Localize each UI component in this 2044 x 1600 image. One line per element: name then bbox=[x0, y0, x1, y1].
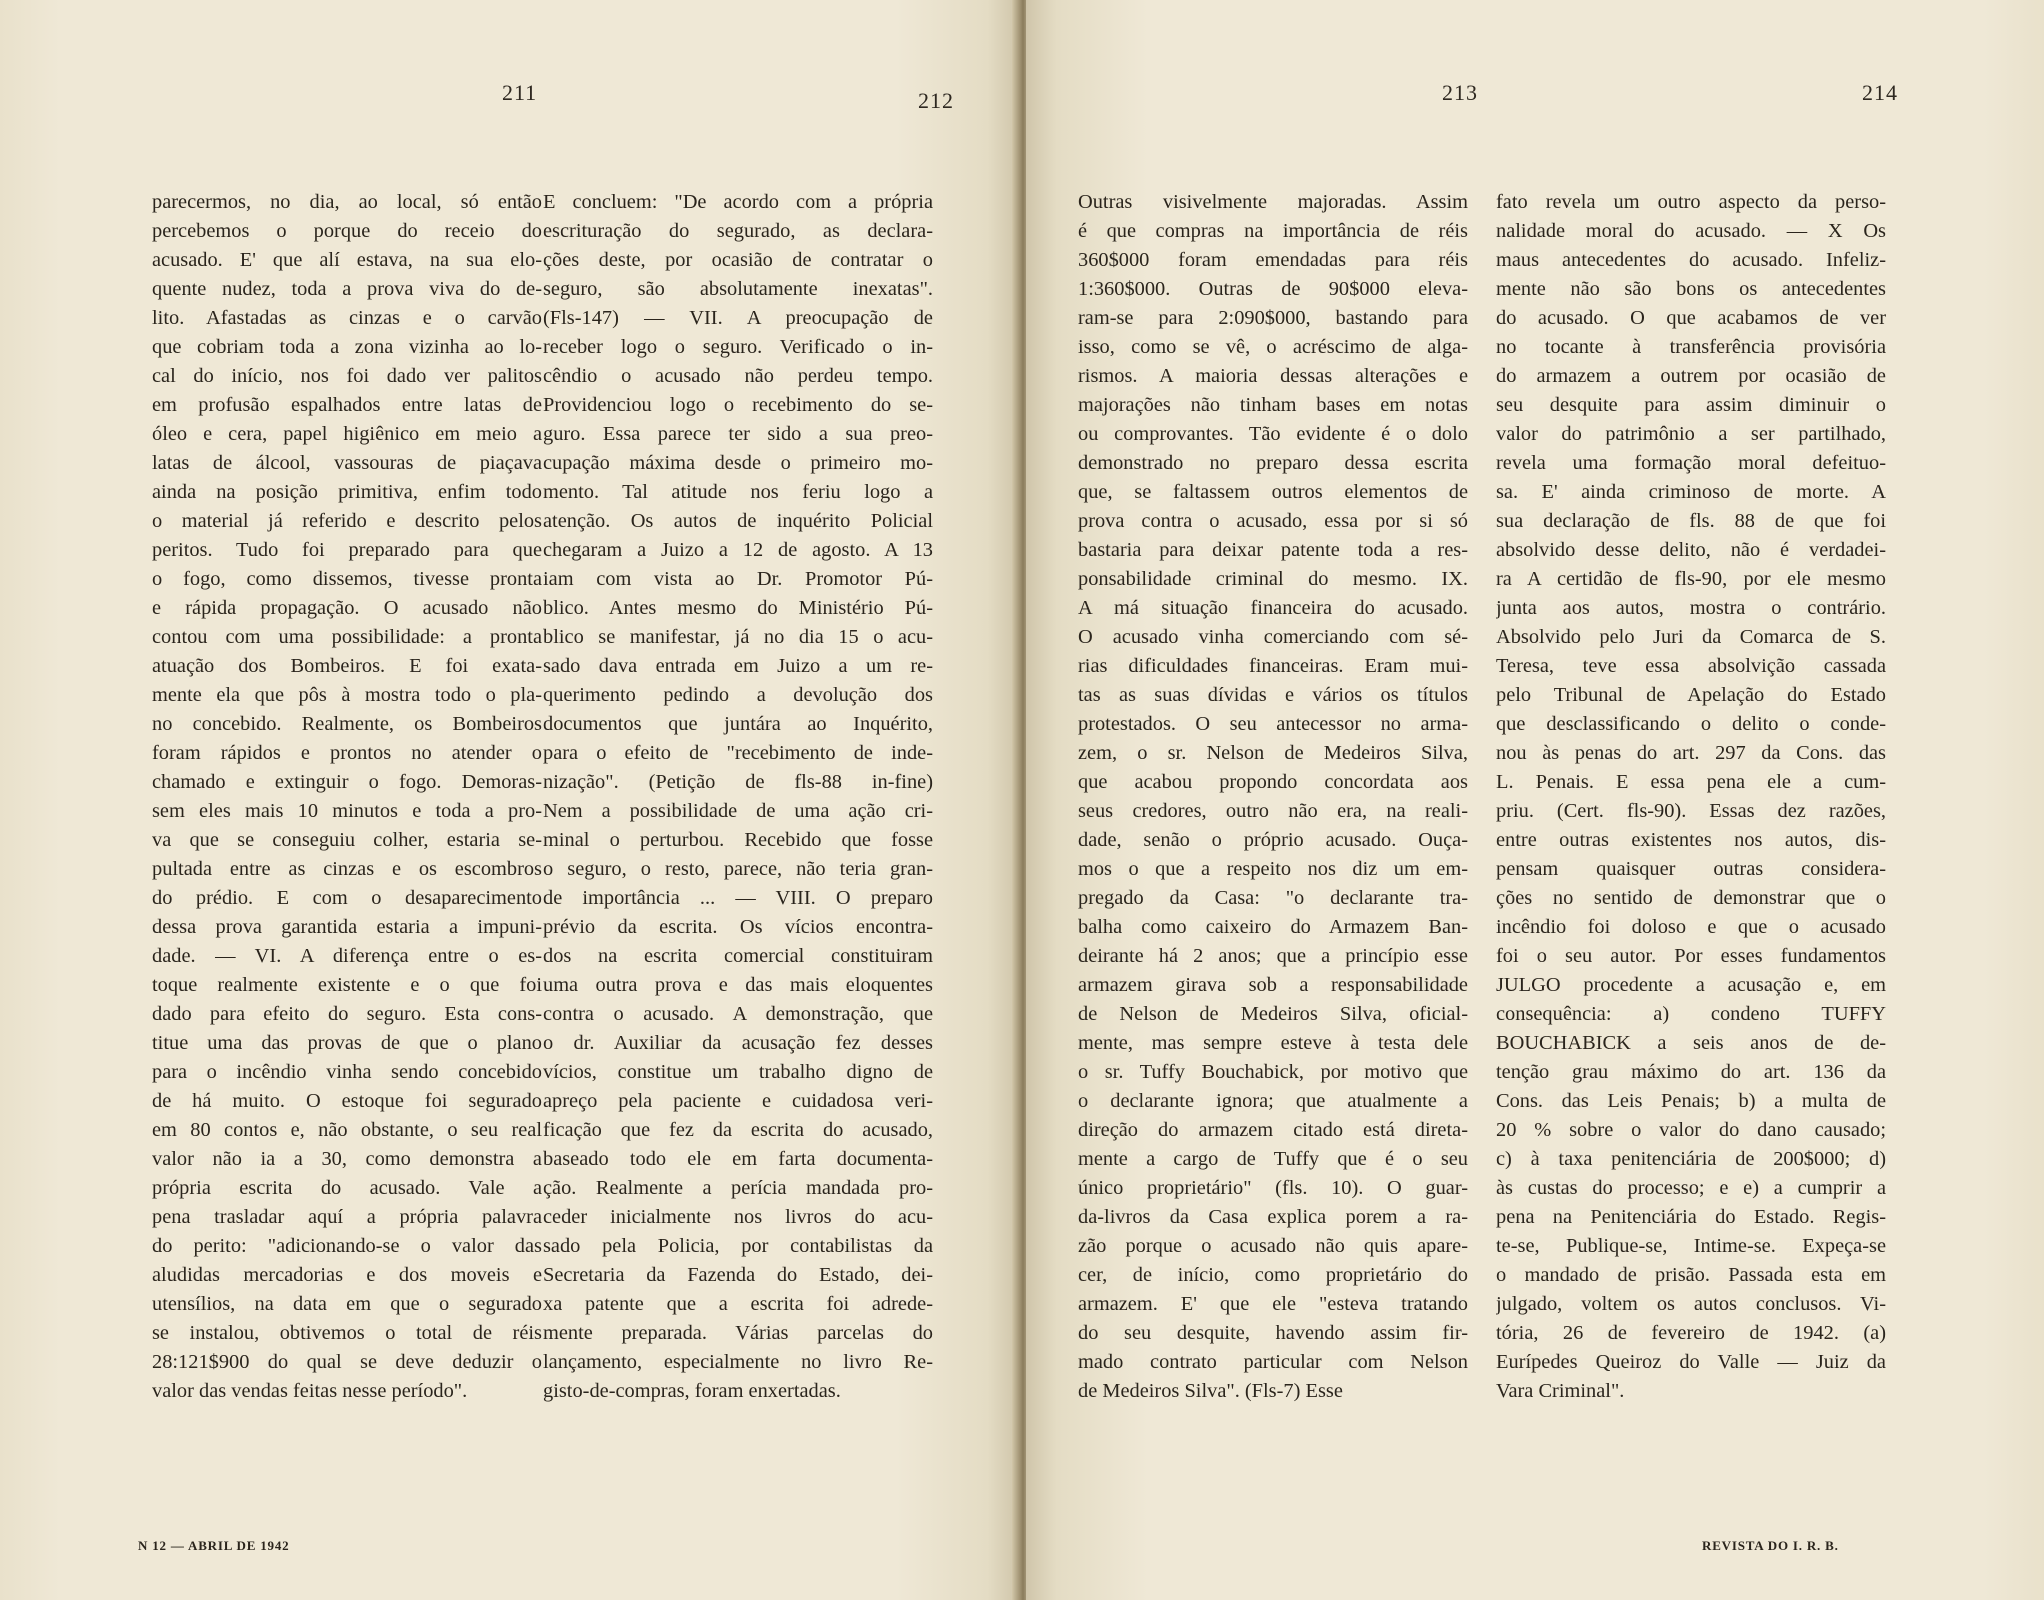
text-column-211 bbox=[152, 188, 542, 1406]
text-line: seus credores, outro não era, na reali- bbox=[1078, 800, 1468, 822]
text-line: lito. Afastadas as cinzas e o carvão bbox=[152, 307, 542, 329]
text-line: A má situação financeira do acusado. bbox=[1078, 597, 1468, 619]
text-line: mente não são bons os antecedentes bbox=[1496, 278, 1886, 300]
text-line: protestados. O seu antecessor no arma- bbox=[1078, 713, 1468, 735]
text-line: iam com vista ao Dr. Promotor Pú- bbox=[543, 568, 933, 590]
text-line: Cons. das Leis Penais; b) a multa de bbox=[1496, 1090, 1886, 1112]
text-line: às custas do processo; e e) a cumprir a bbox=[1496, 1177, 1886, 1199]
text-line: 1:360$000. Outras de 90$000 eleva- bbox=[1078, 278, 1468, 300]
text-line: atuação dos Bombeiros. E foi exata- bbox=[152, 655, 542, 677]
text-line: para o efeito de "recebimento de inde- bbox=[543, 742, 933, 764]
text-line: tória, 26 de fevereiro de 1942. (a) bbox=[1496, 1322, 1886, 1344]
text-line: tas as suas dívidas e vários os títulos bbox=[1078, 684, 1468, 706]
text-line: cêndio o acusado não perdeu tempo. bbox=[543, 365, 933, 387]
text-line: seguro, são absolutamente inexatas". bbox=[543, 278, 933, 300]
text-line: baseado todo ele em farta documenta- bbox=[543, 1148, 933, 1170]
text-line: chamado e extinguir o fogo. Demoras- bbox=[152, 771, 542, 793]
text-line: nou às penas do art. 297 da Cons. das bbox=[1496, 742, 1886, 764]
text-line: utensílios, na data em que o segurado bbox=[152, 1293, 542, 1315]
text-line: Nem a possibilidade de uma ação cri- bbox=[543, 800, 933, 822]
text-line: gisto-de-compras, foram enxertadas. bbox=[543, 1380, 841, 1402]
text-line: bastaria para deixar patente toda a res- bbox=[1078, 539, 1468, 561]
text-line: dade, senão o próprio acusado. Ouça- bbox=[1078, 829, 1468, 851]
text-line: de há muito. O estoque foi segurado bbox=[152, 1090, 542, 1112]
text-line: seu desquite para assim diminuir o bbox=[1496, 394, 1886, 416]
text-line: parecermos, no dia, ao local, só então bbox=[152, 191, 542, 213]
text-line: sado pela Policia, por contabilistas da bbox=[543, 1235, 933, 1257]
text-line: incêndio foi doloso e que o acusado bbox=[1496, 916, 1886, 938]
text-line: que cobriam toda a zona vizinha ao lo- bbox=[152, 336, 542, 358]
text-line: o seguro, o resto, parece, não teria gran- bbox=[543, 858, 933, 880]
text-line: 360$000 foram emendadas para réis bbox=[1078, 249, 1468, 271]
text-line: Absolvido pelo Juri da Comarca de S. bbox=[1496, 626, 1886, 648]
text-line: ceder inicialmente nos livros do acu- bbox=[543, 1206, 933, 1228]
text-line: ainda na posição primitiva, enfim todo bbox=[152, 481, 542, 503]
text-line: valor não ia a 30, como demonstra a bbox=[152, 1148, 542, 1170]
text-line: prova contra o acusado, essa por si só bbox=[1078, 510, 1468, 532]
text-line: zão porque o acusado não quis apare- bbox=[1078, 1235, 1468, 1257]
text-line: mente preparada. Várias parcelas do bbox=[543, 1322, 933, 1344]
text-line: em 80 contos e, não obstante, o seu real bbox=[152, 1119, 542, 1141]
text-line: percebemos o porque do receio do bbox=[152, 220, 542, 242]
text-line: de Nelson de Medeiros Silva, oficial- bbox=[1078, 1003, 1468, 1025]
text-line: ou comprovantes. Tão evidente é o dolo bbox=[1078, 423, 1468, 445]
text-line: escrituração do segurado, as declara- bbox=[543, 220, 933, 242]
text-line: no concebido. Realmente, os Bombeiros bbox=[152, 713, 542, 735]
text-line: contou com uma possibilidade: a pronta bbox=[152, 626, 542, 648]
footer-journal: REVISTA DO I. R. B. bbox=[1702, 1538, 1839, 1553]
text-line: blico. Antes mesmo do Ministério Pú- bbox=[543, 597, 933, 619]
text-line: ções deste, por ocasião de contratar o bbox=[543, 249, 933, 271]
text-line: pensam quaisquer outras considera- bbox=[1496, 858, 1886, 880]
text-line: tenção grau máximo do art. 136 da bbox=[1496, 1061, 1886, 1083]
text-line: Eurípedes Queiroz do Valle — Juiz da bbox=[1496, 1351, 1886, 1373]
text-line: que, se faltassem outros elementos de bbox=[1078, 481, 1468, 503]
text-line: própria escrita do acusado. Vale a bbox=[152, 1177, 542, 1199]
text-line: ram-se para 2:090$000, bastando para bbox=[1078, 307, 1468, 329]
text-line: cer, de início, como proprietário do bbox=[1078, 1264, 1468, 1286]
text-line: uma outra prova e das mais eloquentes bbox=[543, 974, 933, 996]
text-line: do perito: "adicionando-se o valor das bbox=[152, 1235, 542, 1257]
text-line: te-se, Publique-se, Intime-se. Expeça-se bbox=[1496, 1235, 1886, 1257]
text-line: isso, como se vê, o acréscimo de alga- bbox=[1078, 336, 1468, 358]
text-line: peritos. Tudo foi preparado para que bbox=[152, 539, 542, 561]
text-line: do prédio. E com o desaparecimento bbox=[152, 887, 542, 909]
text-line: o dr. Auxiliar da acusação fez desses bbox=[543, 1032, 933, 1054]
text-line: no tocante à transferência provisória bbox=[1496, 336, 1886, 358]
page-number-212: 212 bbox=[918, 88, 954, 113]
text-line: Outras visivelmente majoradas. Assim bbox=[1078, 191, 1468, 213]
text-line: de importância ... — VIII. O preparo bbox=[543, 887, 933, 909]
text-line: foram rápidos e prontos no atender o bbox=[152, 742, 542, 764]
text-line: do armazem a outrem por ocasião de bbox=[1496, 365, 1886, 387]
text-line: mente ela que pôs à mostra todo o pla- bbox=[152, 684, 542, 706]
text-line: 20 % sobre o valor do dano causado; bbox=[1496, 1119, 1886, 1141]
text-line: balha como caixeiro do Armazem Ban- bbox=[1078, 916, 1468, 938]
text-line: dado para efeito do seguro. Esta cons- bbox=[152, 1003, 542, 1025]
text-line: xa patente que a escrita foi adrede- bbox=[543, 1293, 933, 1315]
text-line: armazem girava sob a responsabilidade bbox=[1078, 974, 1468, 996]
text-line: revela uma formação moral defeituo- bbox=[1496, 452, 1886, 474]
text-line: pena trasladar aquí a própria palavra bbox=[152, 1206, 542, 1228]
text-line: é que compras na importância de réis bbox=[1078, 220, 1468, 242]
text-line: junta aos autos, mostra o contrário. bbox=[1496, 597, 1886, 619]
text-line: quente nudez, toda a prova viva do de- bbox=[152, 278, 542, 300]
text-line: priu. (Cert. fls-90). Essas dez razões, bbox=[1496, 800, 1886, 822]
text-line: prévio da escrita. Os vícios encontra- bbox=[543, 916, 933, 938]
text-line: mado contrato particular com Nelson bbox=[1078, 1351, 1468, 1373]
page-number-211: 211 bbox=[502, 80, 538, 105]
text-line: contra o acusado. A demonstração, que bbox=[543, 1003, 933, 1025]
text-line: foi o seu autor. Por esses fundamentos bbox=[1496, 945, 1886, 967]
text-line: Providenciou logo o recebimento do se- bbox=[543, 394, 933, 416]
text-line: cal do início, nos foi dado ver palitos bbox=[152, 365, 542, 387]
text-line: julgado, voltem os autos conclusos. Vi- bbox=[1496, 1293, 1886, 1315]
text-line: E concluem: "De acordo com a própria bbox=[543, 191, 933, 213]
text-line: pultada entre as cinzas e os escombros bbox=[152, 858, 542, 880]
text-line: ção. Realmente a perícia mandada pro- bbox=[543, 1177, 933, 1199]
text-line: vícios, constitue um trabalho digno de bbox=[543, 1061, 933, 1083]
text-line: mos o que a respeito nos diz um em- bbox=[1078, 858, 1468, 880]
text-line: mente a cargo de Tuffy que é o seu bbox=[1078, 1148, 1468, 1170]
text-line: nização". (Petição de fls-88 in-fine) bbox=[543, 771, 933, 793]
text-line: valor do patrimônio a ser partilhado, bbox=[1496, 423, 1886, 445]
text-column-213 bbox=[1078, 188, 1468, 1406]
text-line: minal o perturbou. Recebido que fosse bbox=[543, 829, 933, 851]
text-line: Teresa, teve essa absolvição cassada bbox=[1496, 655, 1886, 677]
text-line: ficação que fez da escrita do acusado, bbox=[543, 1119, 933, 1141]
text-line: deirante há 2 anos; que a princípio esse bbox=[1078, 945, 1468, 967]
text-line: rismos. A maioria dessas alterações e bbox=[1078, 365, 1468, 387]
text-line: se instalou, obtivemos o total de réis bbox=[152, 1322, 542, 1344]
text-line: Vara Criminal". bbox=[1496, 1380, 1625, 1402]
text-line: apreço pela paciente e cuidadosa veri- bbox=[543, 1090, 933, 1112]
text-line: do acusado. O que acabamos de ver bbox=[1496, 307, 1886, 329]
text-line: que desclassificando o delito o conde- bbox=[1496, 713, 1886, 735]
text-line: para o incêndio vinha sendo concebido bbox=[152, 1061, 542, 1083]
text-line: óleo e cera, papel higiênico em meio a bbox=[152, 423, 542, 445]
text-line: cupação máxima desde o primeiro mo- bbox=[543, 452, 933, 474]
text-line: mente, mas sempre esteve à testa dele bbox=[1078, 1032, 1468, 1054]
text-line: dessa prova garantida estaria a impuni- bbox=[152, 916, 542, 938]
text-line: rias dificuldades financeiras. Eram mui- bbox=[1078, 655, 1468, 677]
text-line: consequência: a) condeno TUFFY bbox=[1496, 1003, 1886, 1025]
text-line: direção do armazem citado está direta- bbox=[1078, 1119, 1468, 1141]
text-line: absolvido desse delito, não é verdadei- bbox=[1496, 539, 1886, 561]
text-line: o material já referido e descrito pelos bbox=[152, 510, 542, 532]
text-line: pena na Penitenciária do Estado. Regis- bbox=[1496, 1206, 1886, 1228]
text-line: Secretaria da Fazenda do Estado, dei- bbox=[543, 1264, 933, 1286]
text-line: único proprietário" (fls. 10). O guar- bbox=[1078, 1177, 1468, 1199]
text-line: o declarante ignora; que atualmente a bbox=[1078, 1090, 1468, 1112]
text-line: chegaram a Juizo a 12 de agosto. A 13 bbox=[543, 539, 933, 561]
footer-issue: N 12 — ABRIL DE 1942 bbox=[138, 1538, 290, 1553]
text-line: pelo Tribunal de Apelação do Estado bbox=[1496, 684, 1886, 706]
text-line: titue uma das provas de que o plano bbox=[152, 1032, 542, 1054]
text-line: zem, o sr. Nelson de Medeiros Silva, bbox=[1078, 742, 1468, 764]
text-line: que acabou propondo concordata aos bbox=[1078, 771, 1468, 793]
text-line: va que se conseguiu colher, estaria se- bbox=[152, 829, 542, 851]
text-line: ponsabilidade criminal do mesmo. IX. bbox=[1078, 568, 1468, 590]
text-line: da-livros da Casa explica porem a ra- bbox=[1078, 1206, 1468, 1228]
text-line: o fogo, como dissemos, tivesse pronta bbox=[152, 568, 542, 590]
text-line: sado dava entrada em Juizo a um re- bbox=[543, 655, 933, 677]
text-line: pregado da Casa: "o declarante tra- bbox=[1078, 887, 1468, 909]
left-page bbox=[0, 0, 1018, 1600]
right-page bbox=[1026, 0, 2044, 1600]
text-line: o mandado de prisão. Passada esta em bbox=[1496, 1264, 1886, 1286]
text-line: sa. E' ainda criminoso de morte. A bbox=[1496, 481, 1886, 503]
text-line: o sr. Tuffy Bouchabick, por motivo que bbox=[1078, 1061, 1468, 1083]
text-line: dos na escrita comercial constituiram bbox=[543, 945, 933, 967]
text-line: 28:121$900 do qual se deve deduzir o bbox=[152, 1351, 542, 1373]
text-line: JULGO procedente a acusação e, em bbox=[1496, 974, 1886, 996]
text-line: entre outras existentes nos autos, dis- bbox=[1496, 829, 1886, 851]
text-column-214 bbox=[1496, 188, 1886, 1406]
text-line: c) à taxa penitenciária de 200$000; d) bbox=[1496, 1148, 1886, 1170]
page-number-214: 214 bbox=[1862, 80, 1898, 105]
text-line: sem eles mais 10 minutos e toda a pro- bbox=[152, 800, 542, 822]
text-line: dade. — VI. A diferença entre o es- bbox=[152, 945, 542, 967]
text-line: latas de álcool, vassouras de piaçava bbox=[152, 452, 542, 474]
text-line: guro. Essa parece ter sido a sua preo- bbox=[543, 423, 933, 445]
text-line: ra A certidão de fls-90, por ele mesmo bbox=[1496, 568, 1886, 590]
text-line: querimento pedindo a devolução dos bbox=[543, 684, 933, 706]
text-line: toque realmente existente e o que foi bbox=[152, 974, 542, 996]
text-line: (Fls-147) — VII. A preocupação de bbox=[543, 307, 933, 329]
text-line: documentos que juntára ao Inquérito, bbox=[543, 713, 933, 735]
text-line: aludidas mercadorias e dos moveis e bbox=[152, 1264, 542, 1286]
text-line: do seu desquite, havendo assim fir- bbox=[1078, 1322, 1468, 1344]
text-line: blico se manifestar, já no dia 15 o acu- bbox=[543, 626, 933, 648]
text-line: acusado. E' que alí estava, na sua elo- bbox=[152, 249, 542, 271]
text-line: maus antecedentes do acusado. Infeliz- bbox=[1496, 249, 1886, 271]
text-line: sua declaração de fls. 88 de que foi bbox=[1496, 510, 1886, 532]
text-line: armazem. E' que ele "esteva tratando bbox=[1078, 1293, 1468, 1315]
text-column-212 bbox=[543, 188, 933, 1406]
text-line: BOUCHABICK a seis anos de de- bbox=[1496, 1032, 1886, 1054]
text-line: ções no sentido de demonstrar que o bbox=[1496, 887, 1886, 909]
text-line: receber logo o seguro. Verificado o in- bbox=[543, 336, 933, 358]
text-line: L. Penais. E essa pena ele a cum- bbox=[1496, 771, 1886, 793]
text-line: de Medeiros Silva". (Fls-7) Esse bbox=[1078, 1380, 1343, 1402]
text-line: mento. Tal atitude nos feriu logo a bbox=[543, 481, 933, 503]
text-line: nalidade moral do acusado. — X Os bbox=[1496, 220, 1886, 242]
text-line: fato revela um outro aspecto da perso- bbox=[1496, 191, 1886, 213]
text-line: O acusado vinha comerciando com sé- bbox=[1078, 626, 1468, 648]
text-line: atenção. Os autos de inquérito Policial bbox=[543, 510, 933, 532]
text-line: em profusão espalhados entre latas de bbox=[152, 394, 542, 416]
text-line: majorações não tinham bases em notas bbox=[1078, 394, 1468, 416]
text-line: demonstrado no preparo dessa escrita bbox=[1078, 452, 1468, 474]
text-line: e rápida propagação. O acusado não bbox=[152, 597, 542, 619]
text-line: lançamento, especialmente no livro Re- bbox=[543, 1351, 933, 1373]
page-number-213: 213 bbox=[1442, 80, 1478, 105]
text-line: valor das vendas feitas nesse período". bbox=[152, 1380, 468, 1402]
